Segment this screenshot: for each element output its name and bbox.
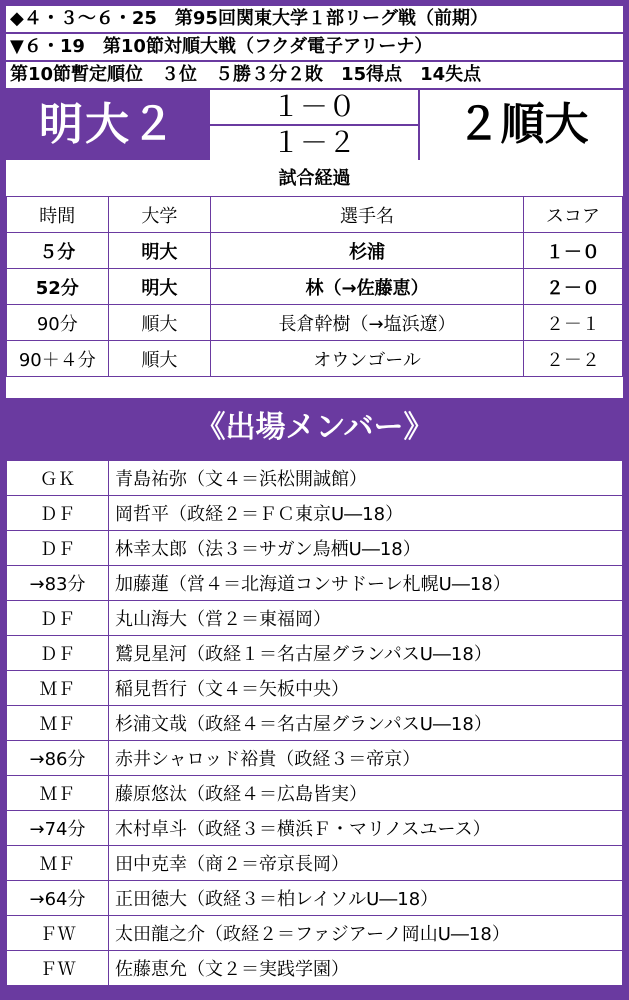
- member-name: 太田龍之介（政経２＝ファジアーノ岡山U―18）: [109, 916, 623, 951]
- member-row: [7, 671, 623, 706]
- member-name: 岡哲平（政経２＝ＦＣ東京U―18）: [109, 496, 623, 531]
- member-name: 藤原悠汰（政経４＝広島皆実）: [109, 776, 623, 811]
- member-row: [7, 881, 623, 916]
- goal-player: 長倉幹樹（→塩浜遼）: [211, 305, 523, 341]
- member-name: 正田徳大（政経３＝柏レイソルU―18）: [109, 881, 623, 916]
- goal-row: [7, 269, 623, 305]
- member-row: [7, 461, 623, 496]
- juntendo-score: ２順大: [418, 90, 625, 160]
- goals-table: [6, 196, 623, 377]
- header-time: 時間: [7, 197, 109, 233]
- member-position: ＤＦ: [7, 496, 109, 531]
- member-name: 林幸太郎（法３＝サガン鳥栖U―18）: [109, 531, 623, 566]
- members-title: 《出場メンバー》: [195, 410, 434, 445]
- goal-univ: 明大: [108, 269, 211, 305]
- member-name: 木村卓斗（政経３＝横浜Ｆ・マリノスユース）: [109, 811, 623, 846]
- goal-time: ５分: [7, 233, 109, 269]
- match-line: ▼６・19 第10節対順大戦（フクダ電子アリーナ）: [6, 34, 623, 62]
- member-name: 加藤蓮（営４＝北海道コンサドーレ札幌U―18）: [109, 566, 623, 601]
- member-position: →86分: [7, 741, 109, 776]
- member-row: [7, 916, 623, 951]
- header-score: スコア: [523, 197, 622, 233]
- goal-time: 90＋４分: [7, 341, 109, 377]
- member-row: [7, 601, 623, 636]
- goal-score: ２－０: [523, 269, 622, 305]
- goal-player: オウンゴール: [211, 341, 523, 377]
- second-half-score: １－２: [271, 126, 356, 159]
- member-name: 赤井シャロッド裕貴（政経３＝帝京）: [109, 741, 623, 776]
- goal-univ: 明大: [108, 233, 211, 269]
- member-position: ＦＷ: [7, 951, 109, 986]
- league-line: ◆４・３～６・25 第95回関東大学１部リーグ戦（前期）: [6, 6, 623, 34]
- member-name: 杉浦文哉（政経４＝名古屋グランパスU―18）: [109, 706, 623, 741]
- member-row: [7, 951, 623, 986]
- member-position: ＤＦ: [7, 601, 109, 636]
- member-row: [7, 496, 623, 531]
- member-position: ＤＦ: [7, 636, 109, 671]
- member-row: [7, 566, 623, 601]
- member-position: →64分: [7, 881, 109, 916]
- header-univ: 大学: [108, 197, 211, 233]
- member-row: [7, 531, 623, 566]
- member-position: ＦＷ: [7, 916, 109, 951]
- member-position: ＭＦ: [7, 706, 109, 741]
- member-row: [7, 846, 623, 881]
- member-name: 田中克幸（商２＝帝京長岡）: [109, 846, 623, 881]
- header-player: 選手名: [211, 197, 523, 233]
- goal-row: [7, 305, 623, 341]
- member-position: →74分: [7, 811, 109, 846]
- goal-row: [7, 233, 623, 269]
- goal-score: ２－２: [523, 341, 622, 377]
- member-name: 青島祐弥（文４＝浜松開誠館）: [109, 461, 623, 496]
- member-position: ＧＫ: [7, 461, 109, 496]
- goal-score: １－０: [523, 233, 622, 269]
- goal-score: ２－１: [523, 305, 622, 341]
- goal-time: 90分: [7, 305, 109, 341]
- member-name: 佐藤恵允（文２＝実践学園）: [109, 951, 623, 986]
- match-box: [6, 6, 623, 398]
- member-row: [7, 706, 623, 741]
- goal-row: [7, 341, 623, 377]
- goal-univ: 順大: [108, 341, 211, 377]
- member-row: [7, 776, 623, 811]
- member-row: [7, 811, 623, 846]
- member-row: [7, 636, 623, 671]
- members-table: [6, 460, 623, 986]
- member-position: ＭＦ: [7, 776, 109, 811]
- scoreboard: [6, 90, 623, 160]
- member-position: ＤＦ: [7, 531, 109, 566]
- standing-line: 第10節暫定順位 ３位 ５勝３分２敗 15得点 14失点: [6, 62, 623, 90]
- progress-title: 試合経過: [278, 168, 351, 189]
- member-position: ＭＦ: [7, 671, 109, 706]
- member-position: →83分: [7, 566, 109, 601]
- member-position: ＭＦ: [7, 846, 109, 881]
- goal-player: 杉浦: [211, 233, 523, 269]
- meiji-score: 明大２: [6, 90, 210, 160]
- first-half-score: １－０: [210, 90, 418, 126]
- goals-header-row: [7, 197, 623, 233]
- goal-player: 林（→佐藤恵）: [211, 269, 523, 305]
- member-name: 鷲見星河（政経１＝名古屋グランパスU―18）: [109, 636, 623, 671]
- member-name: 丸山海大（営２＝東福岡）: [109, 601, 623, 636]
- half-scores: [210, 90, 418, 160]
- goal-time: 52分: [7, 269, 109, 305]
- goal-univ: 順大: [108, 305, 211, 341]
- member-row: [7, 741, 623, 776]
- member-name: 稲見哲行（文４＝矢板中央）: [109, 671, 623, 706]
